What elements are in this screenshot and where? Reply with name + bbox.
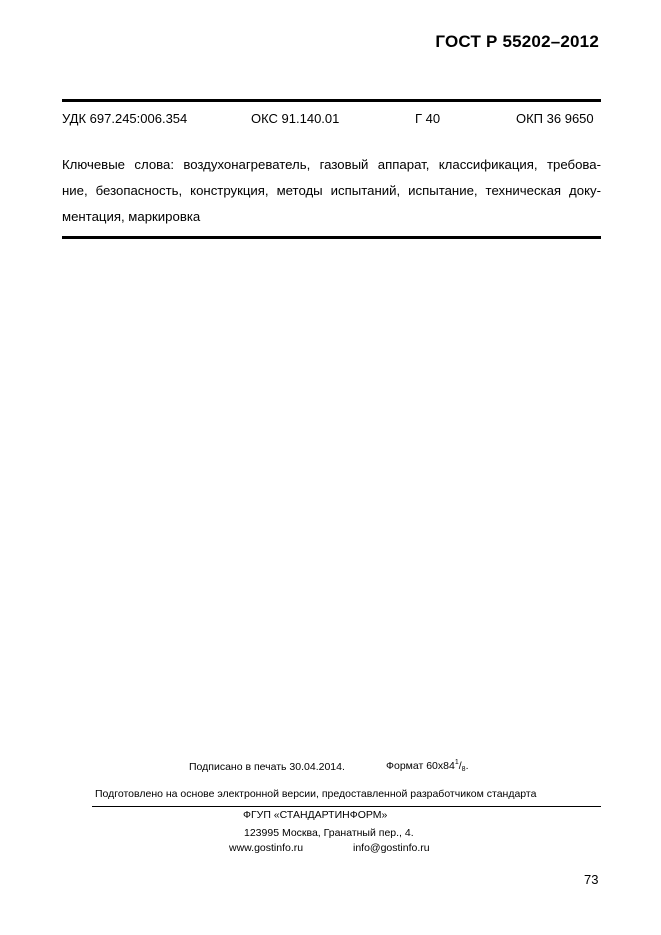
page-number: 73 — [584, 872, 599, 887]
keywords-line-2: ние, безопасность, конструкция, методы испытаний, испытание, техническая доку- — [62, 183, 601, 198]
oks-code: ОКС 91.140.01 — [251, 111, 340, 126]
udk-code: УДК 697.245:006.354 — [62, 111, 188, 126]
standard-code: ГОСТ Р 55202–2012 — [435, 32, 599, 51]
print-format-denominator: 8 — [461, 766, 466, 773]
publisher-address: 123995 Москва, Гранатный пер., 4. — [244, 827, 414, 839]
print-format: Формат $60x84^1/_8$. — [386, 759, 469, 773]
keywords-block — [62, 152, 601, 230]
top-divider — [62, 99, 601, 102]
okp-code: ОКП 36 9650 — [516, 111, 594, 126]
group-code: Г 40 — [415, 111, 441, 126]
print-format-numerator: 1 — [454, 759, 459, 766]
publisher-website[interactable]: www.gostinfo.ru — [229, 842, 304, 854]
print-format-suffix: . — [465, 760, 469, 772]
publisher-name: ФГУП «СТАНДАРТИНФОРМ» — [243, 809, 388, 821]
keywords-line-1: Ключевые слова: воздухонагреватель, газовый аппарат, классификация, требова- — [62, 157, 601, 172]
keywords-line-3: ментация, маркировка — [62, 209, 201, 224]
publisher-email[interactable]: info@gostinfo.ru — [353, 842, 430, 854]
keywords-bottom-divider — [62, 236, 601, 239]
prepared-note: Подготовлено на основе электронной версии, предоставленной разработчиком стандарта — [95, 788, 537, 800]
print-format-label: Формат 60x84 — [386, 760, 455, 772]
signed-date: Подписано в печать 30.04.2014. — [189, 761, 345, 773]
colophon-divider — [92, 806, 601, 807]
